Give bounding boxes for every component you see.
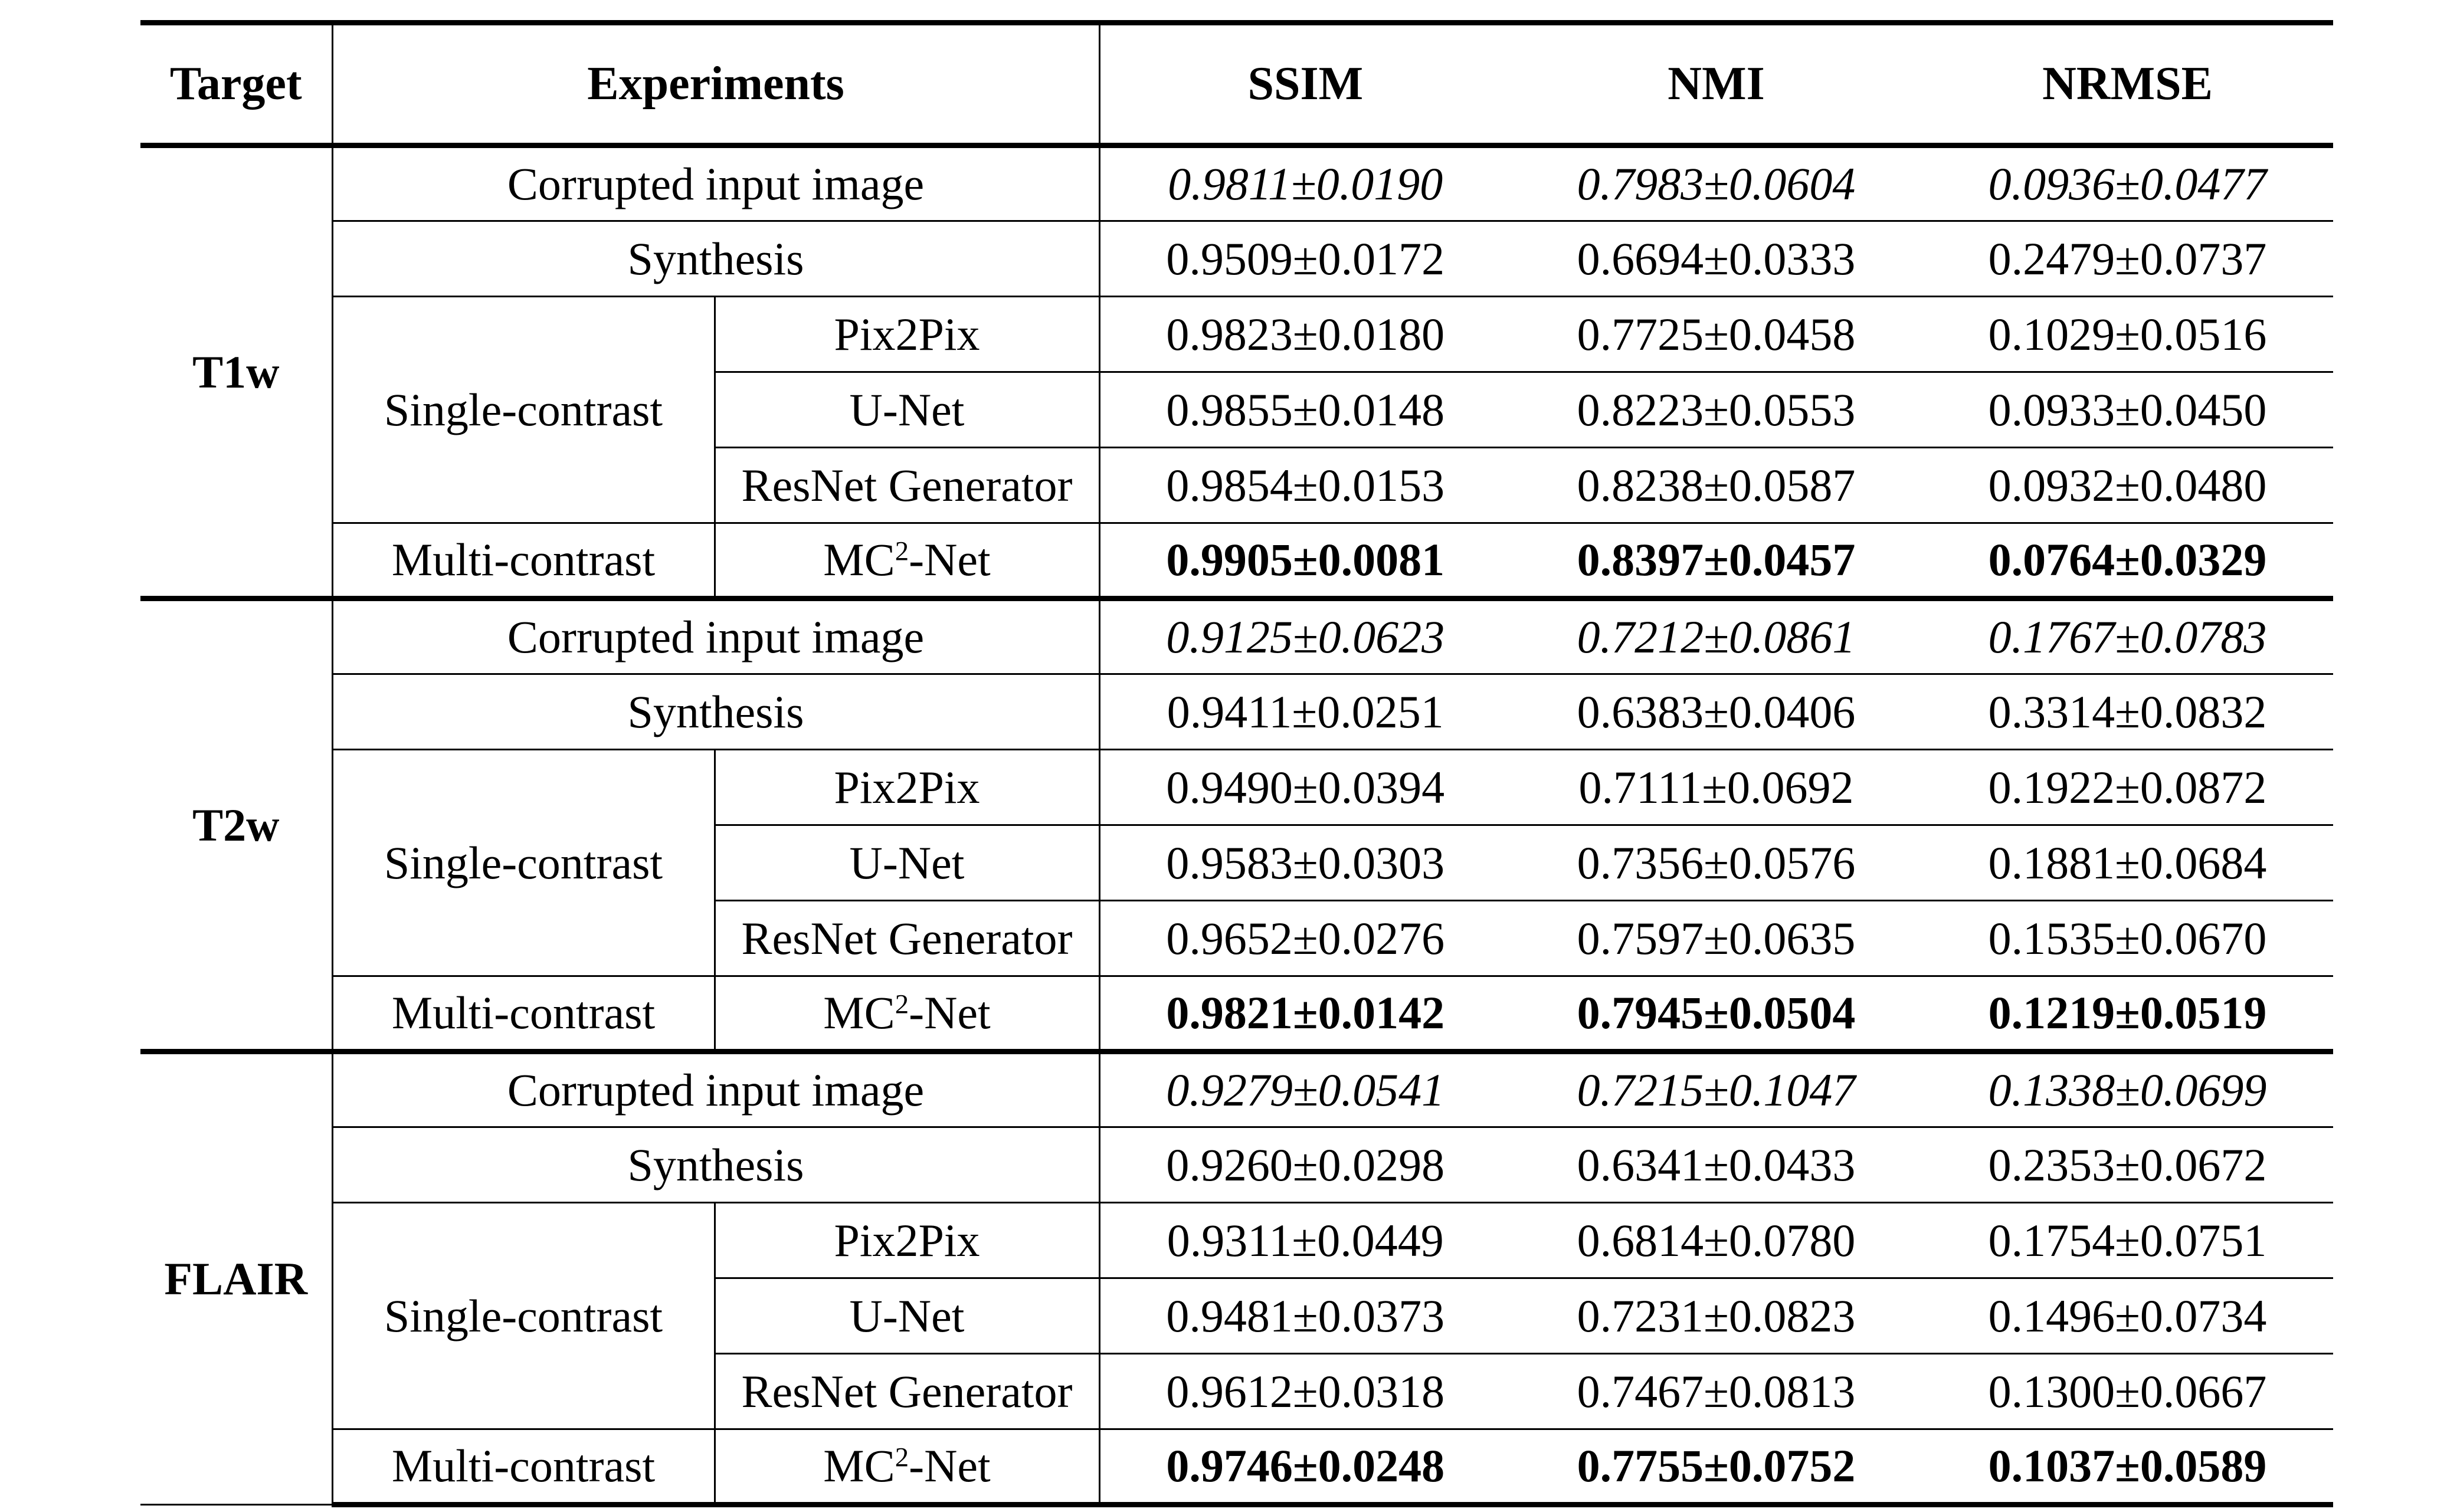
nmi-value: 0.6694±0.0333 [1511,221,1922,297]
method-unet: U-Net [715,372,1099,448]
method-resnet: ResNet Generator [715,901,1099,976]
group-multi-contrast: Multi-contrast [332,976,715,1052]
nrmse-value: 0.2479±0.0737 [1922,221,2333,297]
nmi-value: 0.8238±0.0587 [1511,448,1922,523]
nmi-value: 0.7111±0.0692 [1511,750,1922,825]
nmi-value: 0.7356±0.0576 [1511,825,1922,901]
ssim-value: 0.9411±0.0251 [1099,674,1511,750]
table-row [140,976,2333,1052]
ssim-value: 0.9811±0.0190 [1099,146,1511,221]
nrmse-value: 0.0764±0.0329 [1922,523,2333,599]
group-single-contrast: Single-contrast [332,297,715,523]
table-row [140,221,2333,297]
target-label: T1w [140,146,332,599]
nrmse-value: 0.0932±0.0480 [1922,448,2333,523]
nmi-value: 0.6814±0.0780 [1511,1203,1922,1278]
ssim-value: 0.9125±0.0623 [1099,599,1511,674]
table-row [140,297,2333,372]
nmi-value: 0.7945±0.0504 [1511,976,1922,1052]
header-nmi: NMI [1511,23,1922,146]
nmi-value: 0.6383±0.0406 [1511,674,1922,750]
ssim-value: 0.9905±0.0081 [1099,523,1511,599]
ssim-value: 0.9652±0.0276 [1099,901,1511,976]
table-row [140,599,2333,674]
nmi-value: 0.7212±0.0861 [1511,599,1922,674]
method-resnet: ResNet Generator [715,448,1099,523]
method-mc2net-suffix: -Net [909,987,991,1038]
method-mc2net-superscript: 2 [895,536,909,567]
method-mc2net-superscript: 2 [895,1442,909,1473]
method-mc2net [715,1429,1099,1505]
nmi-value: 0.7983±0.0604 [1511,146,1922,221]
experiment-synthesis: Synthesis [332,1127,1099,1203]
nrmse-value: 0.1029±0.0516 [1922,297,2333,372]
method-mc2net [715,976,1099,1052]
ssim-value: 0.9823±0.0180 [1099,297,1511,372]
method-pix2pix: Pix2Pix [715,750,1099,825]
nrmse-value: 0.2353±0.0672 [1922,1127,2333,1203]
experiment-synthesis: Synthesis [332,674,1099,750]
table-row [140,1429,2333,1505]
ssim-value: 0.9509±0.0172 [1099,221,1511,297]
nrmse-value: 0.3314±0.0832 [1922,674,2333,750]
nmi-value: 0.7725±0.0458 [1511,297,1922,372]
method-mc2net-suffix: -Net [909,1440,991,1491]
results-table [140,20,2333,1507]
ssim-value: 0.9311±0.0449 [1099,1203,1511,1278]
nrmse-value: 0.1535±0.0670 [1922,901,2333,976]
nmi-value: 0.7597±0.0635 [1511,901,1922,976]
nmi-value: 0.7467±0.0813 [1511,1354,1922,1429]
ssim-value: 0.9855±0.0148 [1099,372,1511,448]
table-row [140,1203,2333,1278]
group-multi-contrast: Multi-contrast [332,1429,715,1505]
nrmse-value: 0.1754±0.0751 [1922,1203,2333,1278]
method-mc2net-suffix: -Net [909,534,991,585]
ssim-value: 0.9746±0.0248 [1099,1429,1511,1505]
group-multi-contrast: Multi-contrast [332,523,715,599]
method-resnet: ResNet Generator [715,1354,1099,1429]
method-mc2net-superscript: 2 [895,989,909,1020]
nmi-value: 0.6341±0.0433 [1511,1127,1922,1203]
method-mc2net-prefix: MC [823,1440,895,1491]
header-row [140,23,2333,146]
method-unet: U-Net [715,825,1099,901]
table-row [140,523,2333,599]
ssim-value: 0.9583±0.0303 [1099,825,1511,901]
table-row [140,146,2333,221]
ssim-value: 0.9821±0.0142 [1099,976,1511,1052]
experiment-corrupted: Corrupted input image [332,1052,1099,1127]
header-ssim: SSIM [1099,23,1511,146]
experiment-corrupted: Corrupted input image [332,146,1099,221]
ssim-value: 0.9481±0.0373 [1099,1278,1511,1354]
nmi-value: 0.7231±0.0823 [1511,1278,1922,1354]
experiment-corrupted: Corrupted input image [332,599,1099,674]
nrmse-value: 0.1496±0.0734 [1922,1278,2333,1354]
table-body [140,146,2333,1505]
table-row [140,674,2333,750]
nrmse-value: 0.1300±0.0667 [1922,1354,2333,1429]
nmi-value: 0.7215±0.1047 [1511,1052,1922,1127]
method-mc2net-prefix: MC [823,534,895,585]
nrmse-value: 0.0936±0.0477 [1922,146,2333,221]
nmi-value: 0.7755±0.0752 [1511,1429,1922,1505]
header-experiments: Experiments [332,23,1099,146]
method-mc2net [715,523,1099,599]
method-mc2net-prefix: MC [823,987,895,1038]
nrmse-value: 0.1037±0.0589 [1922,1429,2333,1505]
nrmse-value: 0.1219±0.0519 [1922,976,2333,1052]
ssim-value: 0.9854±0.0153 [1099,448,1511,523]
target-label: FLAIR [140,1052,332,1505]
ssim-value: 0.9490±0.0394 [1099,750,1511,825]
table-row [140,1127,2333,1203]
nrmse-value: 0.1338±0.0699 [1922,1052,2333,1127]
table-row [140,750,2333,825]
target-label: T2w [140,599,332,1052]
group-single-contrast: Single-contrast [332,1203,715,1429]
method-unet: U-Net [715,1278,1099,1354]
nmi-value: 0.8223±0.0553 [1511,372,1922,448]
header-nrmse: NRMSE [1922,23,2333,146]
nrmse-value: 0.1881±0.0684 [1922,825,2333,901]
group-single-contrast: Single-contrast [332,750,715,976]
ssim-value: 0.9260±0.0298 [1099,1127,1511,1203]
nrmse-value: 0.0933±0.0450 [1922,372,2333,448]
table-row [140,1052,2333,1127]
method-pix2pix: Pix2Pix [715,297,1099,372]
method-pix2pix: Pix2Pix [715,1203,1099,1278]
nrmse-value: 0.1767±0.0783 [1922,599,2333,674]
nmi-value: 0.8397±0.0457 [1511,523,1922,599]
experiment-synthesis: Synthesis [332,221,1099,297]
header-target: Target [140,23,332,146]
ssim-value: 0.9279±0.0541 [1099,1052,1511,1127]
nrmse-value: 0.1922±0.0872 [1922,750,2333,825]
ssim-value: 0.9612±0.0318 [1099,1354,1511,1429]
